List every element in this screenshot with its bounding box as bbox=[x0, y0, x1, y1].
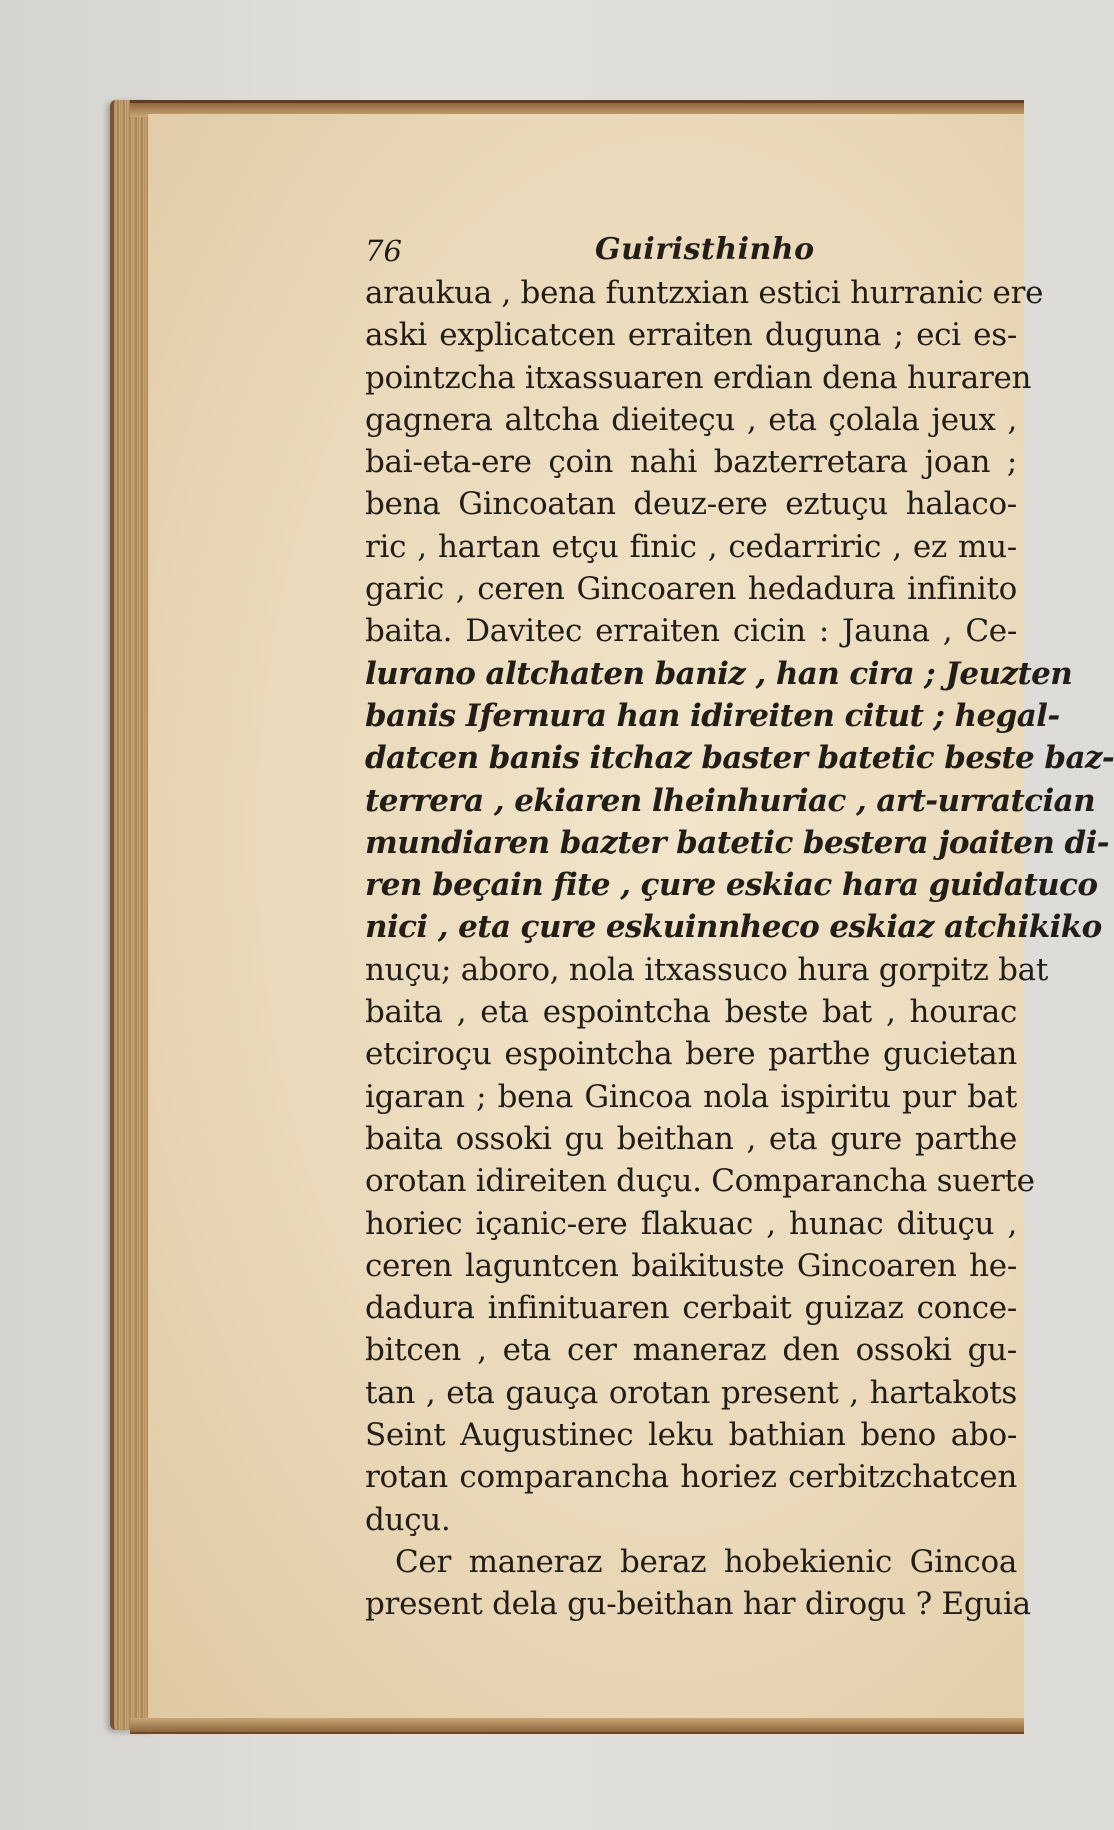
text-line: dadura infinituaren cerbait guizaz conce- bbox=[365, 1290, 1017, 1327]
text-line-italic: datcen banis itchaz baster batetic beste baz- bbox=[365, 740, 1114, 777]
text-line: rotan comparancha horiez cerbitzchatcen bbox=[365, 1459, 1017, 1496]
text-line: igaran ; bena Gincoa nola ispiritu pur bat bbox=[365, 1078, 1017, 1115]
text-line: araukua , bena funtzxian estici hurranic ere bbox=[365, 275, 1044, 311]
text-line-italic: mundiaren bazter batetic bestera joaiten di- bbox=[365, 824, 1110, 861]
text-line-italic: terrera , ekiaren lheinhuriac , art-urratcian bbox=[365, 782, 1096, 819]
text-line: ceren laguntcen baikituste Gincoaren he- bbox=[365, 1247, 1017, 1284]
text-line-italic: banis Ifernura han idireiten citut ; hegal- bbox=[365, 697, 1060, 734]
text-line: Seint Augustinec leku bathian beno abo- bbox=[365, 1417, 1017, 1454]
text-line: bai-eta-ere çoin nahi bazterretara joan ; bbox=[365, 444, 1017, 481]
text-line-italic: lurano altchaten baniz , han cira ; Jeuzten bbox=[365, 655, 1073, 692]
page-number: 76 bbox=[365, 234, 402, 268]
text-line-italic: ren beçain fite , çure eskiac hara guidatuco bbox=[365, 867, 1098, 904]
text-line: present dela gu-beithan har dirogu ? Eguia bbox=[365, 1586, 1031, 1623]
text-line: ric , hartan etçu finic , cedarriric , ez mu- bbox=[365, 528, 1017, 565]
text-line: horiec içanic-ere flakuac , hunac dituçu , bbox=[365, 1205, 1017, 1242]
text-line: etciroçu espointcha bere parthe gucietan bbox=[365, 1036, 1017, 1073]
text-line: nuçu; aboro, nola itxassuco hura gorpitz bat bbox=[365, 951, 1049, 988]
text-line: bena Gincoatan deuz-ere eztuçu halaco- bbox=[365, 486, 1017, 523]
text-line: baita , eta espointcha beste bat , hourac bbox=[365, 994, 1017, 1031]
text-line: baita. Davitec erraiten cicin : Jauna , Ce- bbox=[365, 613, 1017, 650]
text-line-italic: nici , eta çure eskuinnheco eskiaz atchikiko bbox=[365, 909, 1102, 946]
running-head bbox=[365, 226, 1017, 272]
text-line-paragraph-end: duçu. bbox=[365, 1501, 451, 1538]
running-title: Guiristhinho bbox=[595, 232, 815, 267]
text-line: garic , ceren Gincoaren hedadura infinito bbox=[365, 571, 1017, 608]
text-line: baita ossoki gu beithan , eta gure parthe bbox=[365, 1120, 1017, 1157]
text-line: orotan idireiten duçu. Comparancha suerte bbox=[365, 1163, 1035, 1200]
text-block bbox=[365, 226, 1114, 1626]
text-line: aski explicatcen erraiten duguna ; eci es- bbox=[365, 317, 1017, 354]
text-line: tan , eta gauça orotan present , hartakots bbox=[365, 1374, 1017, 1411]
text-line: pointzcha itxassuaren erdian dena huraren bbox=[365, 359, 1032, 396]
text-line: bitcen , eta cer maneraz den ossoki gu- bbox=[365, 1332, 1017, 1369]
text-line: gagnera altcha dieiteçu , eta çolala jeux , bbox=[365, 401, 1017, 438]
book-bottom-edge bbox=[130, 1718, 1024, 1734]
text-line-paragraph-start: Cer maneraz beraz hobekienic Gincoa bbox=[395, 1543, 1017, 1580]
